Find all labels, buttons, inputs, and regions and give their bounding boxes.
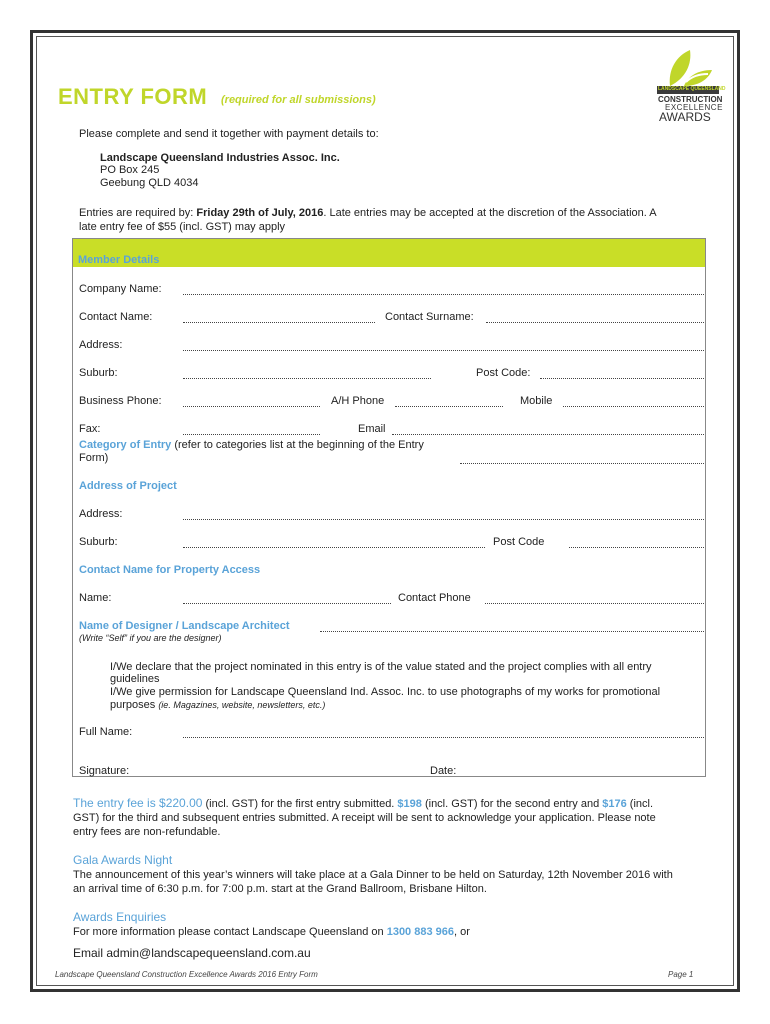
- business-phone-field[interactable]: [183, 406, 320, 407]
- contact-access-heading: Contact Name for Property Access: [79, 564, 261, 576]
- contact-phone-field[interactable]: [485, 603, 704, 604]
- post-code-field[interactable]: [540, 378, 704, 379]
- footer-page: Page 1: [668, 970, 694, 979]
- deadline-line2: late entry fee of $55 (incl. GST) may apply: [79, 221, 286, 233]
- designer-note: (Write “Self” if you are the designer): [79, 633, 222, 643]
- access-name-field[interactable]: [183, 603, 391, 604]
- contact-phone-label: Contact Phone: [398, 592, 471, 604]
- gala-line2: an arrival time of 6:30 p.m. for 7:00 p.m. start at the Grand Ballroom, Brisbane Hilton.: [73, 883, 487, 895]
- project-post-code-field[interactable]: [569, 547, 704, 548]
- declare-line2: I/We give permission for Landscape Queensland Ind. Assoc. Inc. to use photographs of my works for promotional: [110, 686, 661, 698]
- mobile-field[interactable]: [563, 406, 704, 407]
- designer-field[interactable]: [320, 631, 704, 632]
- logo-line1: CONSTRUCTION: [658, 95, 723, 104]
- fees-line1: The entry fee is $220.00 (incl. GST) for the first entry submitted. $198 (incl. GST) for the second entry and $176 (incl.: [73, 796, 654, 810]
- project-post-code-label: Post Code: [493, 536, 545, 548]
- fax-field[interactable]: [183, 434, 320, 435]
- contact-surname-field[interactable]: [486, 322, 704, 323]
- member-details-heading: Member Details: [78, 254, 160, 266]
- full-name-label: Full Name:: [79, 726, 133, 738]
- company-name-label: Company Name:: [79, 283, 162, 295]
- declare-line1: I/We declare that the project nominated in this entry is of the value stated and the project complies with all entry: [110, 661, 652, 673]
- enquiries-email[interactable]: Email admin@landscapequeensland.com.au: [73, 946, 311, 960]
- logo-badge-text: LANDSCAPE QUEENSLAND: [658, 86, 726, 92]
- project-suburb-field[interactable]: [183, 547, 485, 548]
- full-name-field[interactable]: [183, 737, 704, 738]
- fax-label: Fax:: [79, 423, 101, 435]
- address-org: Landscape Queensland Industries Assoc. Inc.: [100, 152, 340, 164]
- date-label: Date:: [430, 765, 457, 777]
- address-city: Geebung QLD 4034: [100, 177, 199, 189]
- declare-line2b: purposes (ie. Magazines, website, newsletters, etc.): [110, 699, 326, 711]
- post-code-label: Post Code:: [476, 367, 531, 379]
- intro-text: Please complete and send it together with payment details to:: [79, 128, 379, 140]
- fees-line3: entry fees are non-refundable.: [73, 826, 221, 838]
- project-address-field[interactable]: [183, 519, 704, 520]
- contact-name-field[interactable]: [183, 322, 375, 323]
- access-name-label: Name:: [79, 592, 112, 604]
- declare-line1b: guidelines: [110, 673, 160, 685]
- page-subtitle: (required for all submissions): [221, 94, 376, 106]
- company-name-field[interactable]: [183, 294, 704, 295]
- address-field[interactable]: [183, 350, 704, 351]
- category-field[interactable]: [460, 463, 704, 464]
- category-note-2: Form): [79, 452, 109, 464]
- leaf-logo-icon: [664, 48, 714, 88]
- email-label: Email: [358, 423, 386, 435]
- project-address-label: Address:: [79, 508, 123, 520]
- suburb-label: Suburb:: [79, 367, 118, 379]
- logo-line2: EXCELLENCE: [665, 103, 723, 112]
- email-field[interactable]: [392, 434, 704, 435]
- enquiries-heading: Awards Enquiries: [73, 910, 167, 924]
- gala-heading: Gala Awards Night: [73, 853, 173, 867]
- project-suburb-label: Suburb:: [79, 536, 118, 548]
- ah-phone-field[interactable]: [395, 406, 503, 407]
- page-title: ENTRY FORM: [58, 84, 208, 109]
- business-phone-label: Business Phone:: [79, 395, 162, 407]
- footer-left: Landscape Queensland Construction Excellence Awards 2016 Entry Form: [55, 970, 318, 979]
- category-label: Category of Entry (refer to categories list at the beginning of the Entry: [79, 439, 424, 451]
- logo-line3: AWARDS: [659, 110, 711, 124]
- address-of-project-heading: Address of Project: [79, 480, 177, 492]
- member-details-bar: [73, 239, 705, 267]
- fees-line2: GST) for the third and subsequent entries submitted. A receipt will be sent to acknowledge your application. Please note: [73, 812, 656, 824]
- deadline-text: Entries are required by: Friday 29th of July, 2016. Late entries may be accepted at the discretion of the Association. A: [79, 207, 657, 219]
- suburb-field[interactable]: [183, 378, 431, 379]
- address-po: PO Box 245: [100, 164, 160, 176]
- address-label: Address:: [79, 339, 123, 351]
- contact-name-label: Contact Name:: [79, 311, 153, 323]
- signature-label: Signature:: [79, 765, 130, 777]
- ah-phone-label: A/H Phone: [331, 395, 385, 407]
- designer-heading: Name of Designer / Landscape Architect: [79, 620, 290, 632]
- mobile-label: Mobile: [520, 395, 553, 407]
- gala-line1: The announcement of this year’s winners will take place at a Gala Dinner to be held on Saturday, 12th November 2016 with: [73, 869, 673, 881]
- enquiries-text: For more information please contact Landscape Queensland on 1300 883 966, or: [73, 926, 470, 938]
- contact-surname-label: Contact Surname:: [385, 311, 474, 323]
